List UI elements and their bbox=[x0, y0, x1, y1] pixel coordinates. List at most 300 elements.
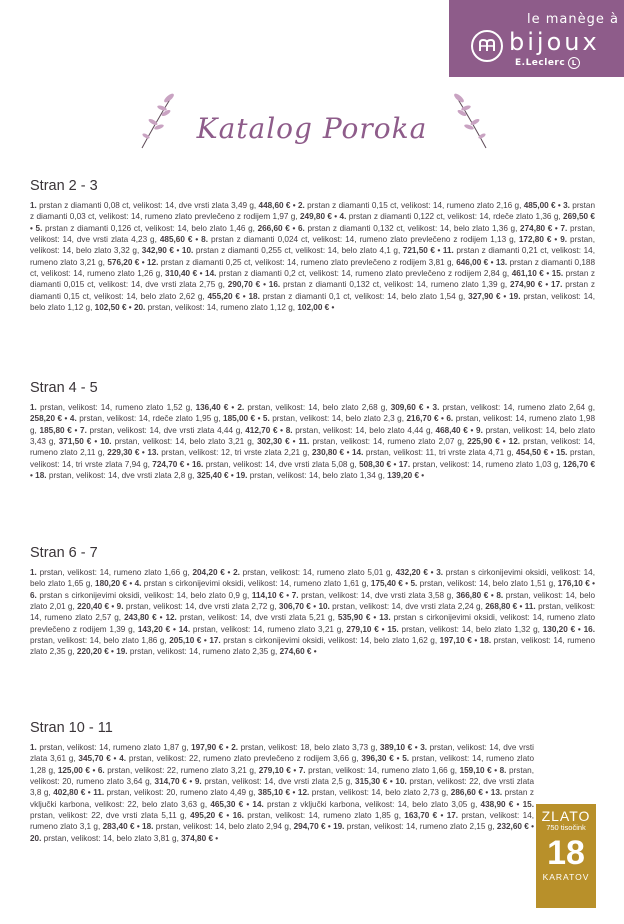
item-price: 485,00 € bbox=[523, 201, 556, 210]
item-description: prstan, velikost: 14, rumeno zlato 1,66 g, bbox=[36, 568, 193, 577]
item-description: prstan z diamanti 0,132 ct, velikost: 14, rumeno zlato 1,39 g, bbox=[280, 280, 511, 290]
item-description: prstan z diamanti 0,132 ct, velikost: 14, belo zlato 1,36 g, bbox=[304, 223, 521, 233]
item-description: prstan, velikost: 14, belo zlato 1,32 g, bbox=[398, 624, 543, 634]
item-description: prstan, velikost: 14, rumeno zlato 1,85 g, bbox=[243, 811, 405, 821]
item-description: prstan, velikost: 14, belo zlato 2,73 g, bbox=[309, 788, 451, 798]
catalog-item bbox=[299, 437, 500, 446]
item-price: 309,60 € bbox=[390, 403, 424, 412]
item-number: 12. bbox=[146, 257, 159, 267]
item-number: 6. bbox=[446, 414, 454, 424]
item-description: prstan, velikost: 14, belo zlato 2,3 g, bbox=[269, 414, 407, 424]
item-description: prstan, velikost: 12, tri vrste zlata 2,21 g, bbox=[158, 448, 312, 458]
item-separator: • bbox=[134, 822, 143, 832]
catalog-item bbox=[236, 471, 419, 480]
catalog-item bbox=[119, 754, 394, 763]
item-number: 7. bbox=[560, 223, 568, 233]
catalog-item bbox=[233, 568, 428, 577]
item-number: 10. bbox=[318, 602, 330, 612]
item-description: prstan, velikost: 14, rumeno zlato 3,1 g, bbox=[30, 811, 535, 832]
item-separator: • bbox=[290, 201, 298, 210]
item-description: prstan s cirkonijevimi oksidi, velikost: 14, belo zlato 1,62 g, bbox=[220, 636, 440, 646]
item-number: 3. bbox=[563, 201, 570, 210]
catalog-item bbox=[135, 579, 403, 588]
item-price: 342,90 € bbox=[141, 246, 174, 256]
item-separator: • bbox=[126, 579, 135, 589]
catalog-item bbox=[70, 414, 255, 423]
item-separator: • bbox=[260, 280, 269, 290]
item-price: 302,30 € bbox=[257, 437, 290, 447]
item-separator: • bbox=[30, 471, 36, 481]
item-price: 279,10 € bbox=[258, 765, 291, 775]
item-number: 1. bbox=[30, 403, 37, 412]
item-description: prstan z diamanti 0,25 ct, velikost: 14, rumeno zlato prevlečeno z rodijem 3,81 g, bbox=[158, 257, 457, 267]
item-number: 17. bbox=[209, 636, 221, 646]
brand-logo-icon bbox=[471, 30, 503, 62]
item-separator: • bbox=[370, 613, 380, 623]
catalog-item bbox=[231, 743, 412, 752]
item-price: 197,90 € bbox=[191, 743, 224, 752]
item-description: prstan, velikost: 14, dve vrsti zlata 4,23 g, bbox=[30, 223, 595, 245]
item-price: 269,50 € bbox=[563, 212, 595, 222]
catalog-item bbox=[263, 414, 439, 423]
item-description: prstan z diamanti 0,015 ct, velikost: 14, dve vrsti zlata 2,75 g, bbox=[30, 269, 596, 290]
catalog-item bbox=[333, 822, 529, 831]
item-price: 136,40 € bbox=[195, 403, 229, 412]
item-description: prstan, velikost: 14, rumeno zlato 2,11 g, bbox=[30, 437, 596, 458]
item-separator: • bbox=[499, 437, 509, 447]
item-number: 1. bbox=[30, 568, 37, 577]
item-description: prstan, velikost: 14, dve vrsti zlata 3,58 g, bbox=[298, 590, 457, 600]
item-separator: • bbox=[548, 448, 557, 458]
catalog-item bbox=[30, 743, 223, 752]
item-number: 15. bbox=[556, 448, 568, 458]
item-number: 11. bbox=[524, 602, 536, 612]
item-description: prstan z vključki karbona, velikost: 22, belo zlato 3,63 g, bbox=[30, 788, 535, 809]
item-number: 14. bbox=[178, 624, 191, 634]
item-separator: • bbox=[482, 788, 491, 798]
item-price: 175,40 € bbox=[370, 579, 403, 589]
catalog-item bbox=[30, 201, 290, 210]
item-separator: • bbox=[329, 303, 335, 313]
item-price: 366,80 € bbox=[456, 590, 489, 600]
catalog-item bbox=[117, 602, 311, 611]
item-number: 9. bbox=[116, 602, 124, 612]
catalog-item bbox=[387, 625, 575, 634]
item-number: 6. bbox=[297, 223, 305, 233]
item-number: 15. bbox=[551, 269, 564, 279]
item-description: prstan z diamanti 0,08 ct, velikost: 14, dve vrsti zlata 3,49 g, bbox=[36, 201, 259, 210]
item-price: 274,60 € bbox=[279, 647, 312, 657]
item-separator: • bbox=[331, 212, 340, 222]
item-description: prstan s cirkonijevimi oksidi, velikost: 14, rumeno zlato prevlečeno z rodijem 1,39 g, bbox=[30, 613, 596, 634]
item-description: prstan, velikost: 22, rumeno zlato prevlečeno z rodijem 3,66 g, bbox=[126, 754, 362, 764]
item-number: 14. bbox=[252, 799, 264, 809]
item-separator: • bbox=[139, 448, 148, 458]
item-number: 9. bbox=[560, 235, 568, 245]
item-price: 432,20 € bbox=[395, 568, 428, 577]
item-price: 139,20 € bbox=[387, 471, 420, 481]
catalog-item bbox=[80, 426, 277, 435]
item-description: prstan, velikost: 14, belo zlato 3,43 g, bbox=[30, 425, 596, 447]
item-price: 438,90 € bbox=[480, 799, 514, 809]
item-description: prstan z diamanti 0,15 ct, velikost: 14, belo zlato 2,62 g, bbox=[30, 280, 595, 301]
item-separator: • bbox=[223, 811, 233, 821]
item-separator: • bbox=[290, 788, 298, 798]
item-price: 220,40 € bbox=[77, 602, 110, 612]
catalog-item bbox=[36, 224, 290, 233]
item-separator: • bbox=[528, 822, 535, 832]
item-description: prstan z diamanti 0,122 ct, velikost: 14, rdeče zlato 1,36 g, bbox=[346, 212, 564, 222]
item-separator: • bbox=[325, 822, 334, 832]
item-price: 385,10 € bbox=[257, 788, 291, 798]
item-price: 412,70 € bbox=[245, 425, 278, 435]
item-number: 5. bbox=[35, 223, 43, 233]
item-number: 20. bbox=[30, 833, 42, 843]
item-separator: • bbox=[239, 291, 249, 301]
item-price: 454,50 € bbox=[516, 448, 549, 458]
item-price: 495,20 € bbox=[190, 811, 224, 821]
catalog-item bbox=[116, 647, 311, 656]
catalog-item bbox=[286, 426, 468, 435]
item-description: prstan, velikost: 14, belo zlato 3,21 g, bbox=[111, 437, 258, 447]
item-number: 7. bbox=[298, 765, 306, 775]
catalog-item bbox=[318, 602, 517, 611]
item-number: 19. bbox=[509, 291, 521, 301]
item-description: prstan, velikost: 14, dve vrsti zlata 3,61 g, bbox=[30, 743, 534, 764]
item-separator: • bbox=[542, 280, 552, 290]
item-number: 9. bbox=[194, 777, 202, 787]
item-price: 315,30 € bbox=[355, 777, 388, 787]
item-separator: • bbox=[387, 777, 396, 787]
item-price: 102,50 € bbox=[94, 303, 127, 313]
item-separator: • bbox=[89, 765, 98, 775]
badge-line3: KARATOV bbox=[542, 872, 590, 882]
page-title: Katalog Poroka bbox=[196, 112, 428, 145]
item-separator: • bbox=[551, 235, 561, 245]
badge-line1: ZLATO bbox=[541, 808, 591, 824]
item-separator: • bbox=[513, 799, 523, 809]
item-separator: • bbox=[283, 590, 292, 600]
item-description: prstan, velikost: 14, rumeno zlato 2,64 g, bbox=[439, 403, 595, 412]
catalog-item bbox=[30, 834, 213, 843]
item-description: prstan z diamanti 0,024 ct, velikost: 14, rumeno zlato prevlečeno z rodijem 1,13 g, bbox=[208, 235, 519, 245]
item-number: 15. bbox=[387, 624, 399, 634]
catalog-item bbox=[352, 448, 548, 457]
item-number: 8. bbox=[285, 425, 293, 435]
item-description: prstan, velikost: 18, belo zlato 3,73 g, bbox=[238, 743, 381, 752]
badge-line2: 750 tisočink bbox=[546, 823, 586, 832]
item-number: 10. bbox=[395, 777, 407, 787]
item-description: prstan z diamanti 0,2 ct, velikost: 14, rumeno zlato prevlečeno z rodijem 2,84 g, bbox=[216, 269, 512, 279]
catalog-item bbox=[179, 625, 379, 634]
item-price: 724,70 € bbox=[152, 459, 185, 469]
item-description: prstan, velikost: 14, belo zlato 4,44 g, bbox=[292, 425, 436, 435]
item-number: 12. bbox=[297, 788, 310, 798]
catalog-item bbox=[269, 280, 543, 289]
item-description: prstan, velikost: 14, rumeno zlato 2,07 g, bbox=[309, 437, 468, 447]
item-description: prstan, velikost: 14, rumeno zlato 1,52 g, bbox=[36, 403, 196, 412]
item-price: 249,80 € bbox=[299, 212, 332, 222]
item-description: prstan, velikost: 14, rumeno zlato 1,28 g, bbox=[30, 754, 535, 775]
item-price: 243,80 € bbox=[124, 613, 157, 623]
catalog-item bbox=[195, 777, 387, 786]
item-number: 18. bbox=[142, 822, 154, 832]
item-separator: • bbox=[173, 246, 182, 256]
item-separator: • bbox=[412, 743, 421, 752]
item-number: 4. bbox=[69, 414, 77, 424]
item-separator: • bbox=[471, 636, 480, 646]
item-price: 163,70 € bbox=[404, 811, 438, 821]
item-number: 7. bbox=[80, 425, 87, 435]
item-description: prstan, velikost: 14, belo zlato 2,68 g, bbox=[244, 403, 391, 412]
gold-karat-badge bbox=[536, 804, 596, 908]
catalog-item bbox=[165, 613, 370, 622]
item-description: prstan, velikost: 11, tri vrste zlata 4,71 g, bbox=[363, 448, 517, 458]
item-price: 314,70 € bbox=[154, 777, 187, 787]
item-price: 205,10 € bbox=[169, 636, 202, 646]
item-description: prstan, velikost: 14, belo zlato 1,34 g, bbox=[247, 471, 388, 481]
item-description: prstan, velikost: 14, dve vrsti zlata 2,24 g, bbox=[329, 602, 486, 612]
item-separator: • bbox=[434, 246, 443, 256]
item-separator: • bbox=[575, 624, 584, 634]
item-number: 13. bbox=[147, 448, 159, 458]
item-number: 13. bbox=[490, 788, 503, 798]
item-price: 225,90 € bbox=[467, 437, 500, 447]
item-price: 114,10 € bbox=[251, 590, 284, 600]
catalog-item bbox=[298, 201, 556, 210]
item-price: 204,20 € bbox=[192, 568, 225, 577]
item-description: prstan, velikost: 14, belo zlato 3,32 g, bbox=[30, 235, 596, 256]
catalog-item bbox=[30, 568, 225, 577]
item-number: 2. bbox=[231, 743, 239, 752]
item-price: 220,20 € bbox=[76, 647, 109, 657]
item-number: 13. bbox=[379, 613, 391, 623]
section-text bbox=[30, 742, 534, 844]
item-separator: • bbox=[186, 777, 195, 787]
catalog-item bbox=[292, 591, 489, 600]
item-price: 448,60 € bbox=[258, 201, 291, 210]
item-description: prstan, velikost: 14, tri vrste zlata 7,94 g, bbox=[30, 448, 596, 469]
item-price: 290,70 € bbox=[227, 280, 261, 290]
section-stran-10-11 bbox=[30, 720, 595, 844]
item-price: 258,20 € bbox=[30, 414, 63, 424]
catalog-item bbox=[205, 269, 544, 278]
item-number: 16. bbox=[191, 459, 204, 469]
item-separator: • bbox=[126, 303, 134, 313]
item-price: 721,50 € bbox=[402, 246, 435, 256]
section-stran-4-5 bbox=[30, 380, 595, 481]
item-price: 396,30 € bbox=[361, 754, 394, 764]
item-price: 125,00 € bbox=[57, 765, 90, 775]
item-price: 180,20 € bbox=[95, 579, 127, 589]
item-description: prstan, velikost: 14, rumeno zlato 3,21 g, bbox=[190, 624, 347, 634]
item-price: 185,80 € bbox=[39, 425, 72, 435]
section-stran-2-3 bbox=[30, 178, 595, 313]
item-description: prstan z diamanti 0,1 ct, velikost: 14, belo zlato 1,54 g, bbox=[259, 291, 469, 301]
item-number: 3. bbox=[420, 743, 428, 752]
item-price: 310,40 € bbox=[165, 269, 198, 279]
section-text bbox=[30, 567, 595, 658]
item-separator: • bbox=[110, 754, 120, 764]
item-description: prstan, velikost: 14, rumeno zlato 1,98 g, bbox=[30, 414, 596, 435]
catalog-item bbox=[248, 292, 500, 301]
item-separator: • bbox=[391, 459, 399, 469]
catalog-item bbox=[201, 235, 551, 244]
item-number: 14. bbox=[352, 448, 364, 458]
item-separator: • bbox=[201, 636, 210, 646]
section-heading: Stran 10 - 11 bbox=[30, 720, 113, 736]
item-separator: • bbox=[197, 269, 206, 279]
section-stran-6-7 bbox=[30, 545, 595, 658]
item-number: 5. bbox=[410, 579, 418, 589]
badge-number: 18 bbox=[547, 834, 585, 872]
catalog-item bbox=[93, 788, 290, 797]
item-price: 197,10 € bbox=[439, 636, 472, 646]
item-separator: • bbox=[170, 624, 179, 634]
item-separator: • bbox=[255, 414, 263, 424]
item-number: 18. bbox=[479, 636, 492, 646]
item-price: 143,20 € bbox=[137, 624, 171, 634]
item-number: 19. bbox=[333, 822, 345, 832]
item-separator: • bbox=[223, 743, 232, 752]
item-number: 1. bbox=[30, 743, 37, 752]
item-number: 17. bbox=[446, 811, 459, 821]
item-price: 230,80 € bbox=[311, 448, 345, 458]
item-separator: • bbox=[467, 425, 477, 435]
item-separator: • bbox=[224, 568, 234, 577]
item-separator: • bbox=[488, 590, 497, 600]
item-price: 126,70 € bbox=[563, 459, 595, 469]
catalog-item bbox=[410, 579, 589, 588]
item-number: 8. bbox=[201, 235, 208, 245]
item-separator: • bbox=[289, 223, 298, 233]
item-separator: • bbox=[290, 765, 299, 775]
item-price: 172,80 € bbox=[518, 235, 552, 245]
item-separator: • bbox=[71, 425, 81, 435]
item-description: prstan, velikost: 14, rumeno zlato 2,35 g, bbox=[30, 636, 596, 657]
item-description: prstan s cirkonijevimi oksidi, velikost: 14, rumeno zlato 1,61 g, bbox=[141, 579, 371, 589]
item-separator: • bbox=[30, 223, 36, 233]
item-price: 325,40 € bbox=[196, 471, 229, 481]
item-price: 402,80 € bbox=[53, 788, 86, 798]
item-separator: • bbox=[419, 471, 425, 481]
item-separator: • bbox=[139, 257, 147, 267]
item-price: 461,10 € bbox=[511, 269, 544, 279]
catalog-item bbox=[134, 303, 329, 312]
item-description: prstan, velikost: 22, rumeno zlato 3,21 g, bbox=[104, 765, 259, 775]
catalog-item bbox=[237, 403, 423, 412]
item-separator: • bbox=[311, 647, 317, 657]
item-number: 17. bbox=[398, 459, 411, 469]
item-number: 8. bbox=[499, 765, 507, 775]
catalog-item bbox=[399, 460, 595, 469]
item-number: 2. bbox=[237, 403, 245, 412]
item-description: prstan, velikost: 14, belo zlato 3,81 g, bbox=[41, 833, 182, 843]
item-separator: • bbox=[517, 602, 525, 612]
item-price: 646,00 € bbox=[456, 257, 489, 267]
item-separator: • bbox=[91, 437, 101, 447]
item-number: 2. bbox=[233, 568, 240, 577]
catalog-item bbox=[30, 403, 228, 412]
item-price: 229,30 € bbox=[107, 448, 140, 458]
item-description: prstan z vključki karbona, velikost: 14, belo zlato 3,05 g, bbox=[263, 799, 481, 809]
item-price: 274,90 € bbox=[510, 280, 543, 290]
item-price: 185,00 € bbox=[223, 414, 256, 424]
item-number: 7. bbox=[291, 590, 299, 600]
item-separator: • bbox=[378, 624, 388, 634]
item-number: 16. bbox=[232, 811, 244, 821]
item-price: 176,10 € bbox=[557, 579, 590, 589]
item-description: prstan z diamanti 0,15 ct, velikost: 14, rumeno zlato 2,16 g, bbox=[304, 201, 524, 210]
catalog-item bbox=[98, 766, 291, 775]
item-number: 6. bbox=[30, 590, 37, 600]
item-price: 535,90 € bbox=[337, 613, 371, 623]
item-description: prstan, velikost: 14, rumeno zlato 1,12 g, bbox=[145, 303, 298, 313]
item-description: prstan z diamanti 0,21 ct, velikost: 14, rumeno zlato 3,21 g, bbox=[30, 246, 595, 267]
item-number: 11. bbox=[298, 437, 310, 447]
item-price: 294,70 € bbox=[293, 822, 326, 832]
catalog-item bbox=[147, 448, 344, 457]
brand-line3: E.Leclerc L bbox=[515, 57, 580, 69]
item-price: 268,80 € bbox=[485, 602, 518, 612]
item-description: prstan, velikost: 14, dve vrsti zlata 2,72 g, bbox=[123, 602, 279, 612]
item-number: 2. bbox=[297, 201, 305, 210]
item-description: prstan, velikost: 14, belo zlato 2,01 g, bbox=[30, 590, 595, 612]
item-separator: • bbox=[393, 754, 403, 764]
item-number: 16. bbox=[583, 624, 596, 634]
item-description: prstan, velikost: 14, belo zlato 2,94 g, bbox=[153, 822, 294, 832]
item-description: prstan, velikost: 14, dve vrsti zlata 5,21 g, bbox=[176, 613, 338, 623]
item-description: prstan, velikost: 14, belo zlato 1,12 g, bbox=[30, 291, 595, 313]
item-number: 3. bbox=[436, 568, 444, 577]
catalog-item bbox=[252, 800, 513, 809]
item-number: 18. bbox=[35, 471, 47, 481]
item-description: prstan, velikost: 14, dve vrsti zlata 5,08 g, bbox=[203, 459, 360, 469]
catalog-item bbox=[142, 822, 325, 831]
item-number: 16. bbox=[268, 280, 281, 290]
item-separator: • bbox=[62, 414, 70, 424]
item-price: 232,60 € bbox=[496, 822, 529, 832]
item-description: prstan, velikost: 14, dve vrsti zlata 2,8 g, bbox=[46, 471, 197, 481]
catalog-item bbox=[182, 246, 435, 255]
item-description: prstan, velikost: 14, belo zlato 1,51 g, bbox=[417, 579, 558, 589]
item-price: 130,20 € bbox=[542, 624, 576, 634]
item-number: 12. bbox=[165, 613, 177, 623]
item-separator: • bbox=[109, 602, 117, 612]
item-price: 508,30 € bbox=[359, 459, 392, 469]
item-number: 4. bbox=[119, 754, 127, 764]
item-number: 6. bbox=[97, 765, 105, 775]
item-number: 14. bbox=[205, 269, 217, 279]
section-heading: Stran 2 - 3 bbox=[30, 178, 98, 194]
item-number: 9. bbox=[476, 425, 483, 435]
item-description: prstan z diamanti 0,188 ct, velikost: 14, rumeno zlato 1,26 g, bbox=[30, 257, 596, 279]
brand-line1: le manège à bbox=[527, 12, 619, 27]
catalog-item bbox=[30, 591, 284, 600]
item-description: prstan, velikost: 14, rdeče zlato 1,95 g, bbox=[76, 414, 224, 424]
catalog-item bbox=[299, 766, 492, 775]
item-price: 266,60 € bbox=[257, 223, 290, 233]
catalog-item bbox=[35, 471, 228, 480]
catalog-item bbox=[192, 460, 391, 469]
item-separator: • bbox=[228, 471, 237, 481]
item-price: 345,70 € bbox=[78, 754, 111, 764]
item-description: prstan, velikost: 14, belo zlato 1,86 g, bbox=[30, 636, 170, 646]
item-price: 485,60 € bbox=[159, 235, 193, 245]
leclerc-emblem-icon: L bbox=[568, 57, 580, 69]
item-separator: • bbox=[500, 291, 510, 301]
item-description: prstan, velikost: 14, rumeno zlato 1,66 g, bbox=[305, 765, 460, 775]
